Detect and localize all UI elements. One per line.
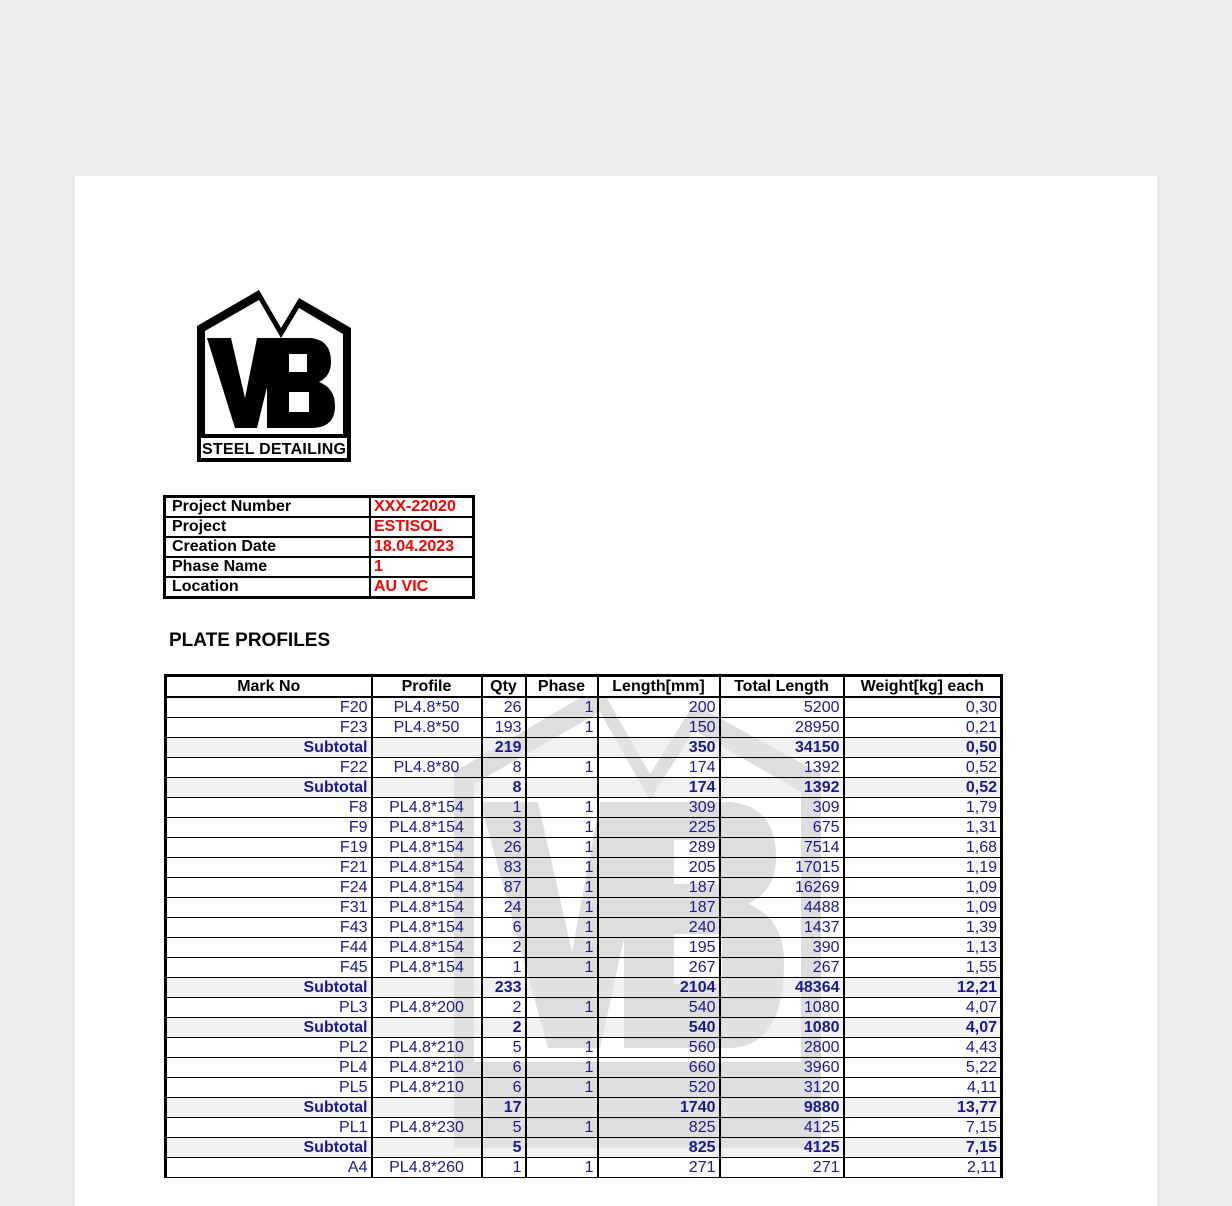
info-label: Project — [165, 517, 371, 537]
table-row — [166, 898, 1002, 918]
profile-cell: PL4.8*80 — [372, 758, 482, 778]
weight-each-cell: 4,07 — [844, 998, 1002, 1018]
qty-cell: 8 — [482, 778, 526, 798]
qty-cell: 5 — [482, 1118, 526, 1138]
info-value: ESTISOL — [370, 517, 474, 537]
phase-cell: 1 — [526, 1078, 598, 1098]
phase-cell: 1 — [526, 858, 598, 878]
length-cell: 1740 — [598, 1098, 720, 1118]
length-cell: 267 — [598, 958, 720, 978]
total-length-cell: 16269 — [720, 878, 844, 898]
qty-cell: 24 — [482, 898, 526, 918]
qty-cell: 193 — [482, 718, 526, 738]
qty-cell: 6 — [482, 918, 526, 938]
phase-cell: 1 — [526, 1058, 598, 1078]
column-header: Length[mm] — [598, 676, 720, 698]
length-cell: 309 — [598, 798, 720, 818]
table-row — [166, 758, 1002, 778]
subtotal-row — [166, 1098, 1002, 1118]
table-row — [166, 858, 1002, 878]
qty-cell: 5 — [482, 1038, 526, 1058]
length-cell: 540 — [598, 998, 720, 1018]
qty-cell: 1 — [482, 958, 526, 978]
company-logo — [195, 288, 353, 464]
weight-each-cell: 1,09 — [844, 898, 1002, 918]
profile-cell: PL4.8*210 — [372, 1038, 482, 1058]
mark-no-cell: A4 — [166, 1158, 372, 1178]
mark-no-cell: F31 — [166, 898, 372, 918]
subtotal-row — [166, 738, 1002, 758]
length-cell: 187 — [598, 898, 720, 918]
total-length-cell: 4125 — [720, 1138, 844, 1158]
weight-each-cell: 1,31 — [844, 818, 1002, 838]
total-length-cell: 17015 — [720, 858, 844, 878]
subtotal-row — [166, 1138, 1002, 1158]
weight-each-cell: 1,68 — [844, 838, 1002, 858]
phase-cell — [526, 978, 598, 998]
phase-cell — [526, 1018, 598, 1038]
weight-each-cell: 4,11 — [844, 1078, 1002, 1098]
phase-cell: 1 — [526, 918, 598, 938]
weight-each-cell: 7,15 — [844, 1138, 1002, 1158]
table-row — [166, 1038, 1002, 1058]
project-info-table — [163, 495, 475, 599]
document-page — [75, 176, 1157, 1206]
column-header: Weight[kg] each — [844, 676, 1002, 698]
column-header: Profile — [372, 676, 482, 698]
phase-cell: 1 — [526, 898, 598, 918]
qty-cell: 233 — [482, 978, 526, 998]
length-cell: 271 — [598, 1158, 720, 1178]
mark-no-cell: Subtotal — [166, 1098, 372, 1118]
mark-no-cell: PL1 — [166, 1118, 372, 1138]
phase-cell: 1 — [526, 1038, 598, 1058]
table-row — [166, 818, 1002, 838]
phase-cell: 1 — [526, 1158, 598, 1178]
mark-no-cell: Subtotal — [166, 738, 372, 758]
info-row — [165, 517, 474, 537]
phase-cell — [526, 778, 598, 798]
info-value: XXX-22020 — [370, 497, 474, 518]
total-length-cell: 5200 — [720, 697, 844, 718]
subtotal-row — [166, 778, 1002, 798]
length-cell: 660 — [598, 1058, 720, 1078]
phase-cell — [526, 738, 598, 758]
plate-profiles-table — [164, 674, 1003, 1178]
weight-each-cell: 1,39 — [844, 918, 1002, 938]
length-cell: 825 — [598, 1118, 720, 1138]
profile-cell — [372, 1138, 482, 1158]
profile-cell — [372, 738, 482, 758]
info-value: 18.04.2023 — [370, 537, 474, 557]
info-value: 1 — [370, 557, 474, 577]
total-length-cell: 1080 — [720, 998, 844, 1018]
total-length-cell: 1392 — [720, 758, 844, 778]
profile-cell: PL4.8*200 — [372, 998, 482, 1018]
length-cell: 150 — [598, 718, 720, 738]
qty-cell: 26 — [482, 838, 526, 858]
weight-each-cell: 4,43 — [844, 1038, 1002, 1058]
qty-cell: 1 — [482, 1158, 526, 1178]
total-length-cell: 7514 — [720, 838, 844, 858]
profile-cell: PL4.8*210 — [372, 1078, 482, 1098]
qty-cell: 219 — [482, 738, 526, 758]
phase-cell: 1 — [526, 1118, 598, 1138]
mark-no-cell: Subtotal — [166, 1138, 372, 1158]
column-header: Total Length — [720, 676, 844, 698]
table-row — [166, 958, 1002, 978]
table-row — [166, 918, 1002, 938]
weight-each-cell: 0,30 — [844, 697, 1002, 718]
profile-cell: PL4.8*154 — [372, 858, 482, 878]
mark-no-cell: F43 — [166, 918, 372, 938]
mark-no-cell: PL5 — [166, 1078, 372, 1098]
mark-no-cell: PL3 — [166, 998, 372, 1018]
qty-cell: 5 — [482, 1138, 526, 1158]
weight-each-cell: 0,21 — [844, 718, 1002, 738]
column-header: Qty — [482, 676, 526, 698]
qty-cell: 2 — [482, 938, 526, 958]
weight-each-cell: 12,21 — [844, 978, 1002, 998]
info-row — [165, 557, 474, 577]
profile-cell: PL4.8*230 — [372, 1118, 482, 1138]
subtotal-row — [166, 1018, 1002, 1038]
table-row — [166, 878, 1002, 898]
phase-cell: 1 — [526, 718, 598, 738]
weight-each-cell: 7,15 — [844, 1118, 1002, 1138]
phase-cell: 1 — [526, 878, 598, 898]
mark-no-cell: F20 — [166, 697, 372, 718]
profile-cell — [372, 1098, 482, 1118]
mark-no-cell: F19 — [166, 838, 372, 858]
weight-each-cell: 2,11 — [844, 1158, 1002, 1178]
weight-each-cell: 1,09 — [844, 878, 1002, 898]
length-cell: 240 — [598, 918, 720, 938]
phase-cell: 1 — [526, 958, 598, 978]
length-cell: 187 — [598, 878, 720, 898]
length-cell: 825 — [598, 1138, 720, 1158]
length-cell: 174 — [598, 778, 720, 798]
total-length-cell: 9880 — [720, 1098, 844, 1118]
qty-cell: 3 — [482, 818, 526, 838]
mark-no-cell: F22 — [166, 758, 372, 778]
info-label: Project Number — [165, 497, 371, 518]
weight-each-cell: 1,55 — [844, 958, 1002, 978]
profile-cell — [372, 978, 482, 998]
mark-no-cell: F24 — [166, 878, 372, 898]
total-length-cell: 1437 — [720, 918, 844, 938]
info-value: AU VIC — [370, 577, 474, 598]
phase-cell: 1 — [526, 938, 598, 958]
table-row — [166, 798, 1002, 818]
profile-cell: PL4.8*154 — [372, 938, 482, 958]
mark-no-cell: Subtotal — [166, 1018, 372, 1038]
logo-caption: STEEL DETAILING — [202, 441, 346, 458]
mark-no-cell: Subtotal — [166, 978, 372, 998]
qty-cell: 6 — [482, 1058, 526, 1078]
profile-cell: PL4.8*260 — [372, 1158, 482, 1178]
profile-cell: PL4.8*154 — [372, 818, 482, 838]
length-cell: 560 — [598, 1038, 720, 1058]
profile-cell: PL4.8*50 — [372, 718, 482, 738]
qty-cell: 6 — [482, 1078, 526, 1098]
table-row — [166, 1058, 1002, 1078]
mark-no-cell: F8 — [166, 798, 372, 818]
phase-cell: 1 — [526, 798, 598, 818]
length-cell: 520 — [598, 1078, 720, 1098]
phase-cell — [526, 1138, 598, 1158]
mark-no-cell: Subtotal — [166, 778, 372, 798]
profile-cell — [372, 778, 482, 798]
length-cell: 225 — [598, 818, 720, 838]
info-row — [165, 497, 474, 518]
total-length-cell: 3960 — [720, 1058, 844, 1078]
table-row — [166, 938, 1002, 958]
weight-each-cell: 0,50 — [844, 738, 1002, 758]
weight-each-cell: 1,13 — [844, 938, 1002, 958]
total-length-cell: 309 — [720, 798, 844, 818]
weight-each-cell: 13,77 — [844, 1098, 1002, 1118]
qty-cell: 2 — [482, 1018, 526, 1038]
info-label: Creation Date — [165, 537, 371, 557]
total-length-cell: 28950 — [720, 718, 844, 738]
mark-no-cell: F23 — [166, 718, 372, 738]
mark-no-cell: F21 — [166, 858, 372, 878]
column-header: Mark No — [166, 676, 372, 698]
total-length-cell: 267 — [720, 958, 844, 978]
total-length-cell: 1080 — [720, 1018, 844, 1038]
phase-cell: 1 — [526, 838, 598, 858]
mark-no-cell: PL2 — [166, 1038, 372, 1058]
qty-cell: 83 — [482, 858, 526, 878]
phase-cell: 1 — [526, 998, 598, 1018]
mark-no-cell: PL4 — [166, 1058, 372, 1078]
profile-cell: PL4.8*154 — [372, 878, 482, 898]
qty-cell: 26 — [482, 697, 526, 718]
table-header-row — [166, 676, 1002, 698]
profile-cell: PL4.8*154 — [372, 798, 482, 818]
profile-cell: PL4.8*50 — [372, 697, 482, 718]
total-length-cell: 2800 — [720, 1038, 844, 1058]
phase-cell: 1 — [526, 758, 598, 778]
length-cell: 205 — [598, 858, 720, 878]
qty-cell: 17 — [482, 1098, 526, 1118]
table-row — [166, 1158, 1002, 1178]
total-length-cell: 4488 — [720, 898, 844, 918]
profile-cell: PL4.8*154 — [372, 918, 482, 938]
length-cell: 350 — [598, 738, 720, 758]
profile-cell: PL4.8*154 — [372, 838, 482, 858]
profile-cell: PL4.8*154 — [372, 898, 482, 918]
qty-cell: 2 — [482, 998, 526, 1018]
table-row — [166, 697, 1002, 718]
weight-each-cell: 0,52 — [844, 758, 1002, 778]
total-length-cell: 34150 — [720, 738, 844, 758]
total-length-cell: 675 — [720, 818, 844, 838]
weight-each-cell: 1,79 — [844, 798, 1002, 818]
total-length-cell: 390 — [720, 938, 844, 958]
qty-cell: 8 — [482, 758, 526, 778]
length-cell: 2104 — [598, 978, 720, 998]
table-row — [166, 1078, 1002, 1098]
length-cell: 540 — [598, 1018, 720, 1038]
profile-cell: PL4.8*210 — [372, 1058, 482, 1078]
weight-each-cell: 1,19 — [844, 858, 1002, 878]
qty-cell: 87 — [482, 878, 526, 898]
total-length-cell: 271 — [720, 1158, 844, 1178]
phase-cell — [526, 1098, 598, 1118]
mark-no-cell: F45 — [166, 958, 372, 978]
info-row — [165, 537, 474, 557]
info-label: Location — [165, 577, 371, 598]
phase-cell: 1 — [526, 818, 598, 838]
info-label: Phase Name — [165, 557, 371, 577]
length-cell: 174 — [598, 758, 720, 778]
total-length-cell: 3120 — [720, 1078, 844, 1098]
total-length-cell: 48364 — [720, 978, 844, 998]
profile-cell — [372, 1018, 482, 1038]
table-row — [166, 1118, 1002, 1138]
table-row — [166, 718, 1002, 738]
column-header: Phase — [526, 676, 598, 698]
weight-each-cell: 5,22 — [844, 1058, 1002, 1078]
length-cell: 289 — [598, 838, 720, 858]
subtotal-row — [166, 978, 1002, 998]
total-length-cell: 1392 — [720, 778, 844, 798]
weight-each-cell: 0,52 — [844, 778, 1002, 798]
info-row — [165, 577, 474, 598]
weight-each-cell: 4,07 — [844, 1018, 1002, 1038]
length-cell: 195 — [598, 938, 720, 958]
total-length-cell: 4125 — [720, 1118, 844, 1138]
phase-cell: 1 — [526, 697, 598, 718]
table-row — [166, 838, 1002, 858]
profile-cell: PL4.8*154 — [372, 958, 482, 978]
length-cell: 200 — [598, 697, 720, 718]
mark-no-cell: F44 — [166, 938, 372, 958]
qty-cell: 1 — [482, 798, 526, 818]
table-row — [166, 998, 1002, 1018]
section-title: PLATE PROFILES — [169, 630, 331, 651]
mark-no-cell: F9 — [166, 818, 372, 838]
